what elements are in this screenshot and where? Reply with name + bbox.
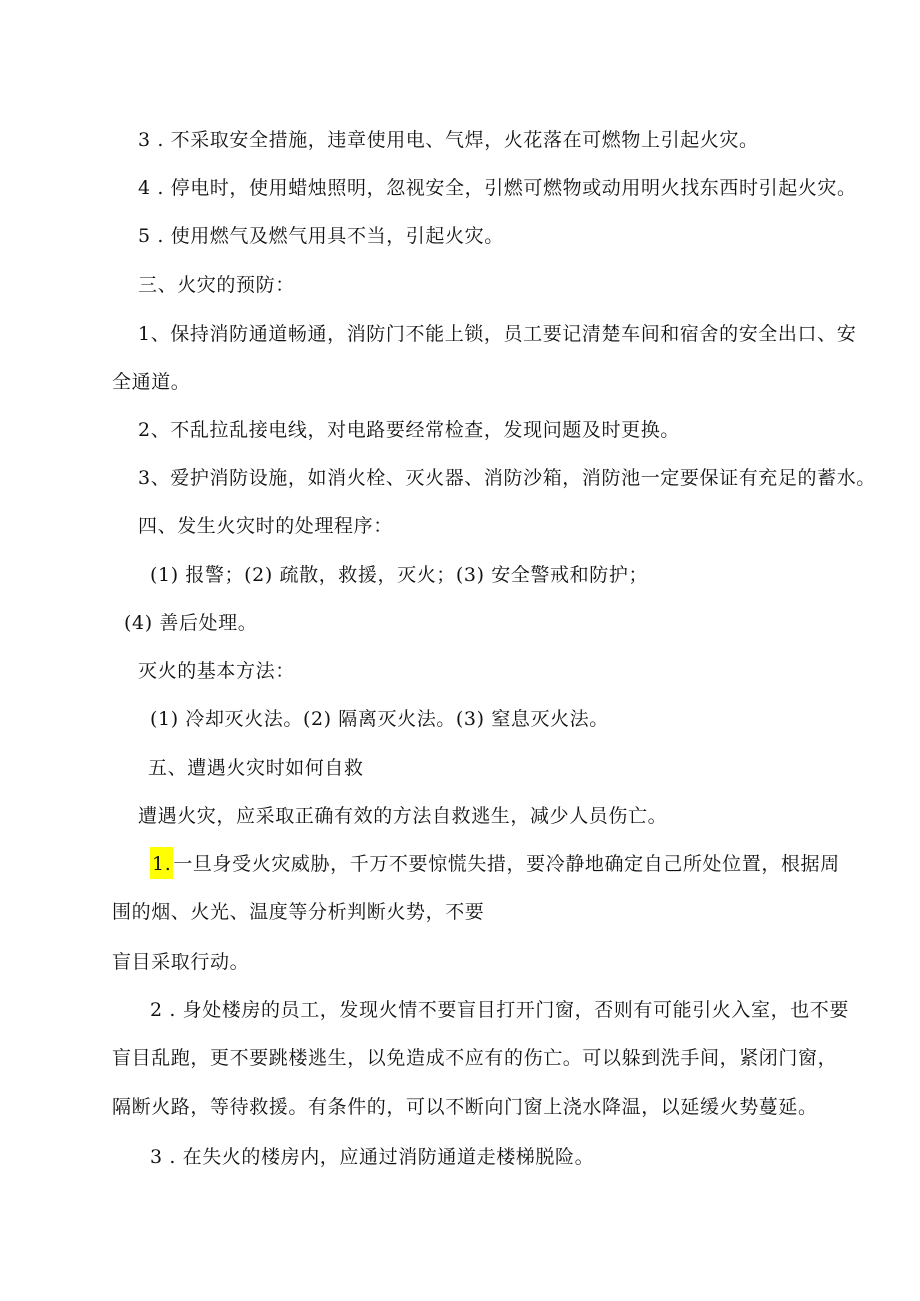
text-line: 围的烟、火光、温度等分析判断火势，不要 — [112, 901, 485, 923]
text-line: 4 . 停电时，使用蜡烛照明，忽视安全，引燃可燃物或动用明火找东西时引起火灾。 — [138, 177, 857, 199]
section-heading: 五、遭遇火灾时如何自救 — [148, 757, 364, 779]
text-line: 3、爱护消防设施，如消火栓、灭火器、消防沙箱，消防池一定要保证有充足的蓄水。 — [138, 467, 876, 489]
text-line: 盲目采取行动。 — [112, 951, 250, 973]
text-line — [150, 852, 840, 876]
text-line: 2 . 身处楼房的员工，发现火情不要盲目打开门窗，否则有可能引火入室，也不要 — [150, 999, 850, 1021]
text-line-content: 一旦身受火灾威胁，千万不要惊慌失措，要冷静地确定自己所处位置，根据周 — [173, 853, 840, 875]
highlighted-number: 1. — [150, 847, 173, 879]
text-line: 隔断火路，等待救援。有条件的，可以不断向门窗上浇水降温，以延缓火势蔓延。 — [112, 1096, 818, 1118]
text-line: 全通道。 — [112, 371, 191, 393]
section-heading: 三、火灾的预防： — [138, 274, 295, 296]
text-line: 1、保持消防通道畅通，消防门不能上锁，员工要记清楚车间和宿舍的安全出口、安 — [138, 323, 857, 345]
text-line: 遭遇火灾，应采取正确有效的方法自救逃生，减少人员伤亡。 — [138, 805, 668, 827]
text-line: 3 . 在失火的楼房内，应通过消防通道走楼梯脱险。 — [150, 1146, 595, 1168]
text-line: (4) 善后处理。 — [124, 612, 258, 634]
section-heading: 四、发生火灾时的处理程序： — [138, 515, 393, 537]
text-line: 灭火的基本方法： — [138, 660, 295, 682]
text-line: 盲目乱跑，更不要跳楼逃生，以免造成不应有的伤亡。可以躲到洗手间，紧闭门窗， — [112, 1047, 838, 1069]
text-line: (1) 冷却灭火法。(2) 隔离灭火法。(3) 窒息灭火法。 — [150, 708, 609, 730]
text-line: (1) 报警；(2) 疏散，救援，灭火；(3) 安全警戒和防护； — [150, 564, 649, 586]
text-line: 2、不乱拉乱接电线，对电路要经常检查，发现问题及时更换。 — [138, 419, 680, 441]
text-line: 3 . 不采取安全措施，违章使用电、气焊，火花落在可燃物上引起火灾。 — [138, 129, 759, 151]
text-line: 5 . 使用燃气及燃气用具不当，引起火灾。 — [138, 225, 504, 247]
